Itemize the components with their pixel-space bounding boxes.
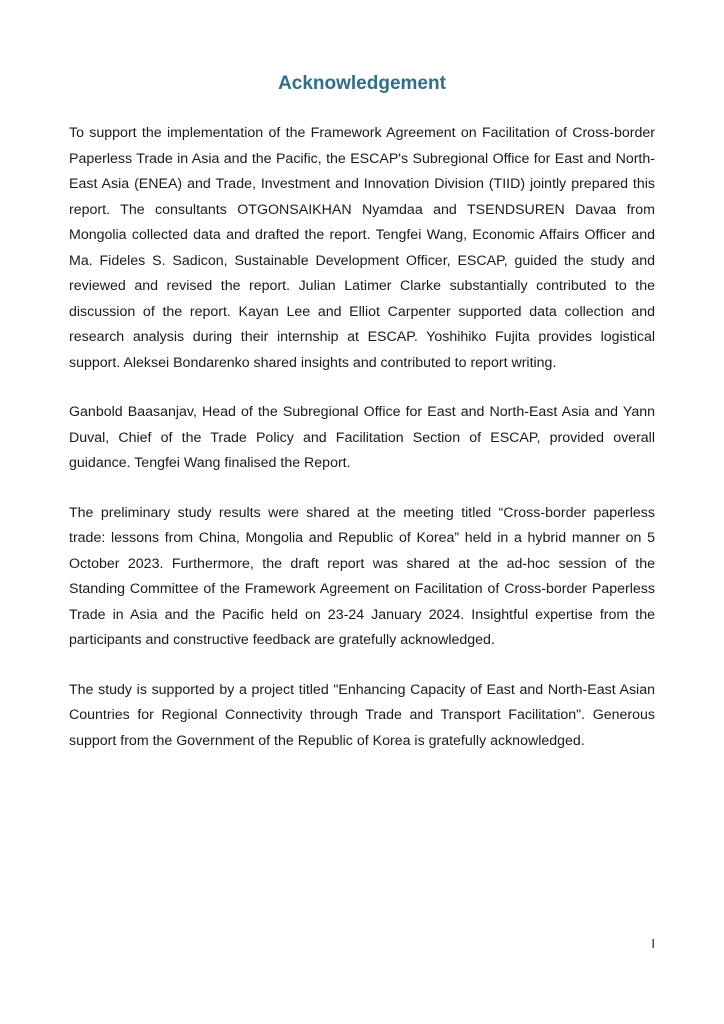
body-text [69,121,655,778]
paragraph-funding: The study is supported by a project titled "Enhancing Capacity of East and North-East Asian Countries for Regional Connectivity through Trade and Transport Facilitation". Generous support from the Government of the Republic of Korea is gratefully acknowledged. [69,681,655,749]
page-title: Acknowledgement [278,73,446,94]
paragraph-meetings: The preliminary study results were shared at the meeting titled “Cross-border paperless trade: lessons from China, Mongolia and Republic of Korea” held in a hybrid manner on 5 October 2023. Furthermore, the draft report was shared at the ad-hoc session of the Standing Committee of the Framework Agreement on Facilitation of Cross-border Paperless Trade in Asia and the Pacific held on 23-24 January 2024. Insightful expertise from the participants and constructive feedback are gratefully acknowledged. [69,504,655,648]
page-number: I [651,936,655,951]
paragraph-authors: To support the implementation of the Framework Agreement on Facilitation of Cross-border Paperless Trade in Asia and the Pacific, the ESCAP's Subregional Office for East and North-East Asia (ENEA) and Trade, Investment and Innovation Division (TIID) jointly prepared this report. The consultants OTGONSAIKHAN Nyamdaa and TSENDSUREN Davaa from Mongolia collected data and drafted the report. Tengfei Wang, Economic Affairs Officer and Ma. Fideles S. Sadicon, Sustainable Development Officer, ESCAP, guided the study and reviewed and revised the report. Julian Latimer Clarke substantially contributed to the discussion of the report. Kayan Lee and Elliot Carpenter supported data collection and research analysis during their internship at ESCAP. Yoshihiko Fujita provides logistical support. Aleksei Bondarenko shared insights and contributed to report writing. [69,125,655,371]
paragraph-guidance: Ganbold Baasanjav, Head of the Subregional Office for East and North-East Asia and Yann Duval, Chief of the Trade Policy and Facilitation Section of ESCAP, provided overall guidance. Tengfei Wang finalised the Report. [69,404,655,471]
